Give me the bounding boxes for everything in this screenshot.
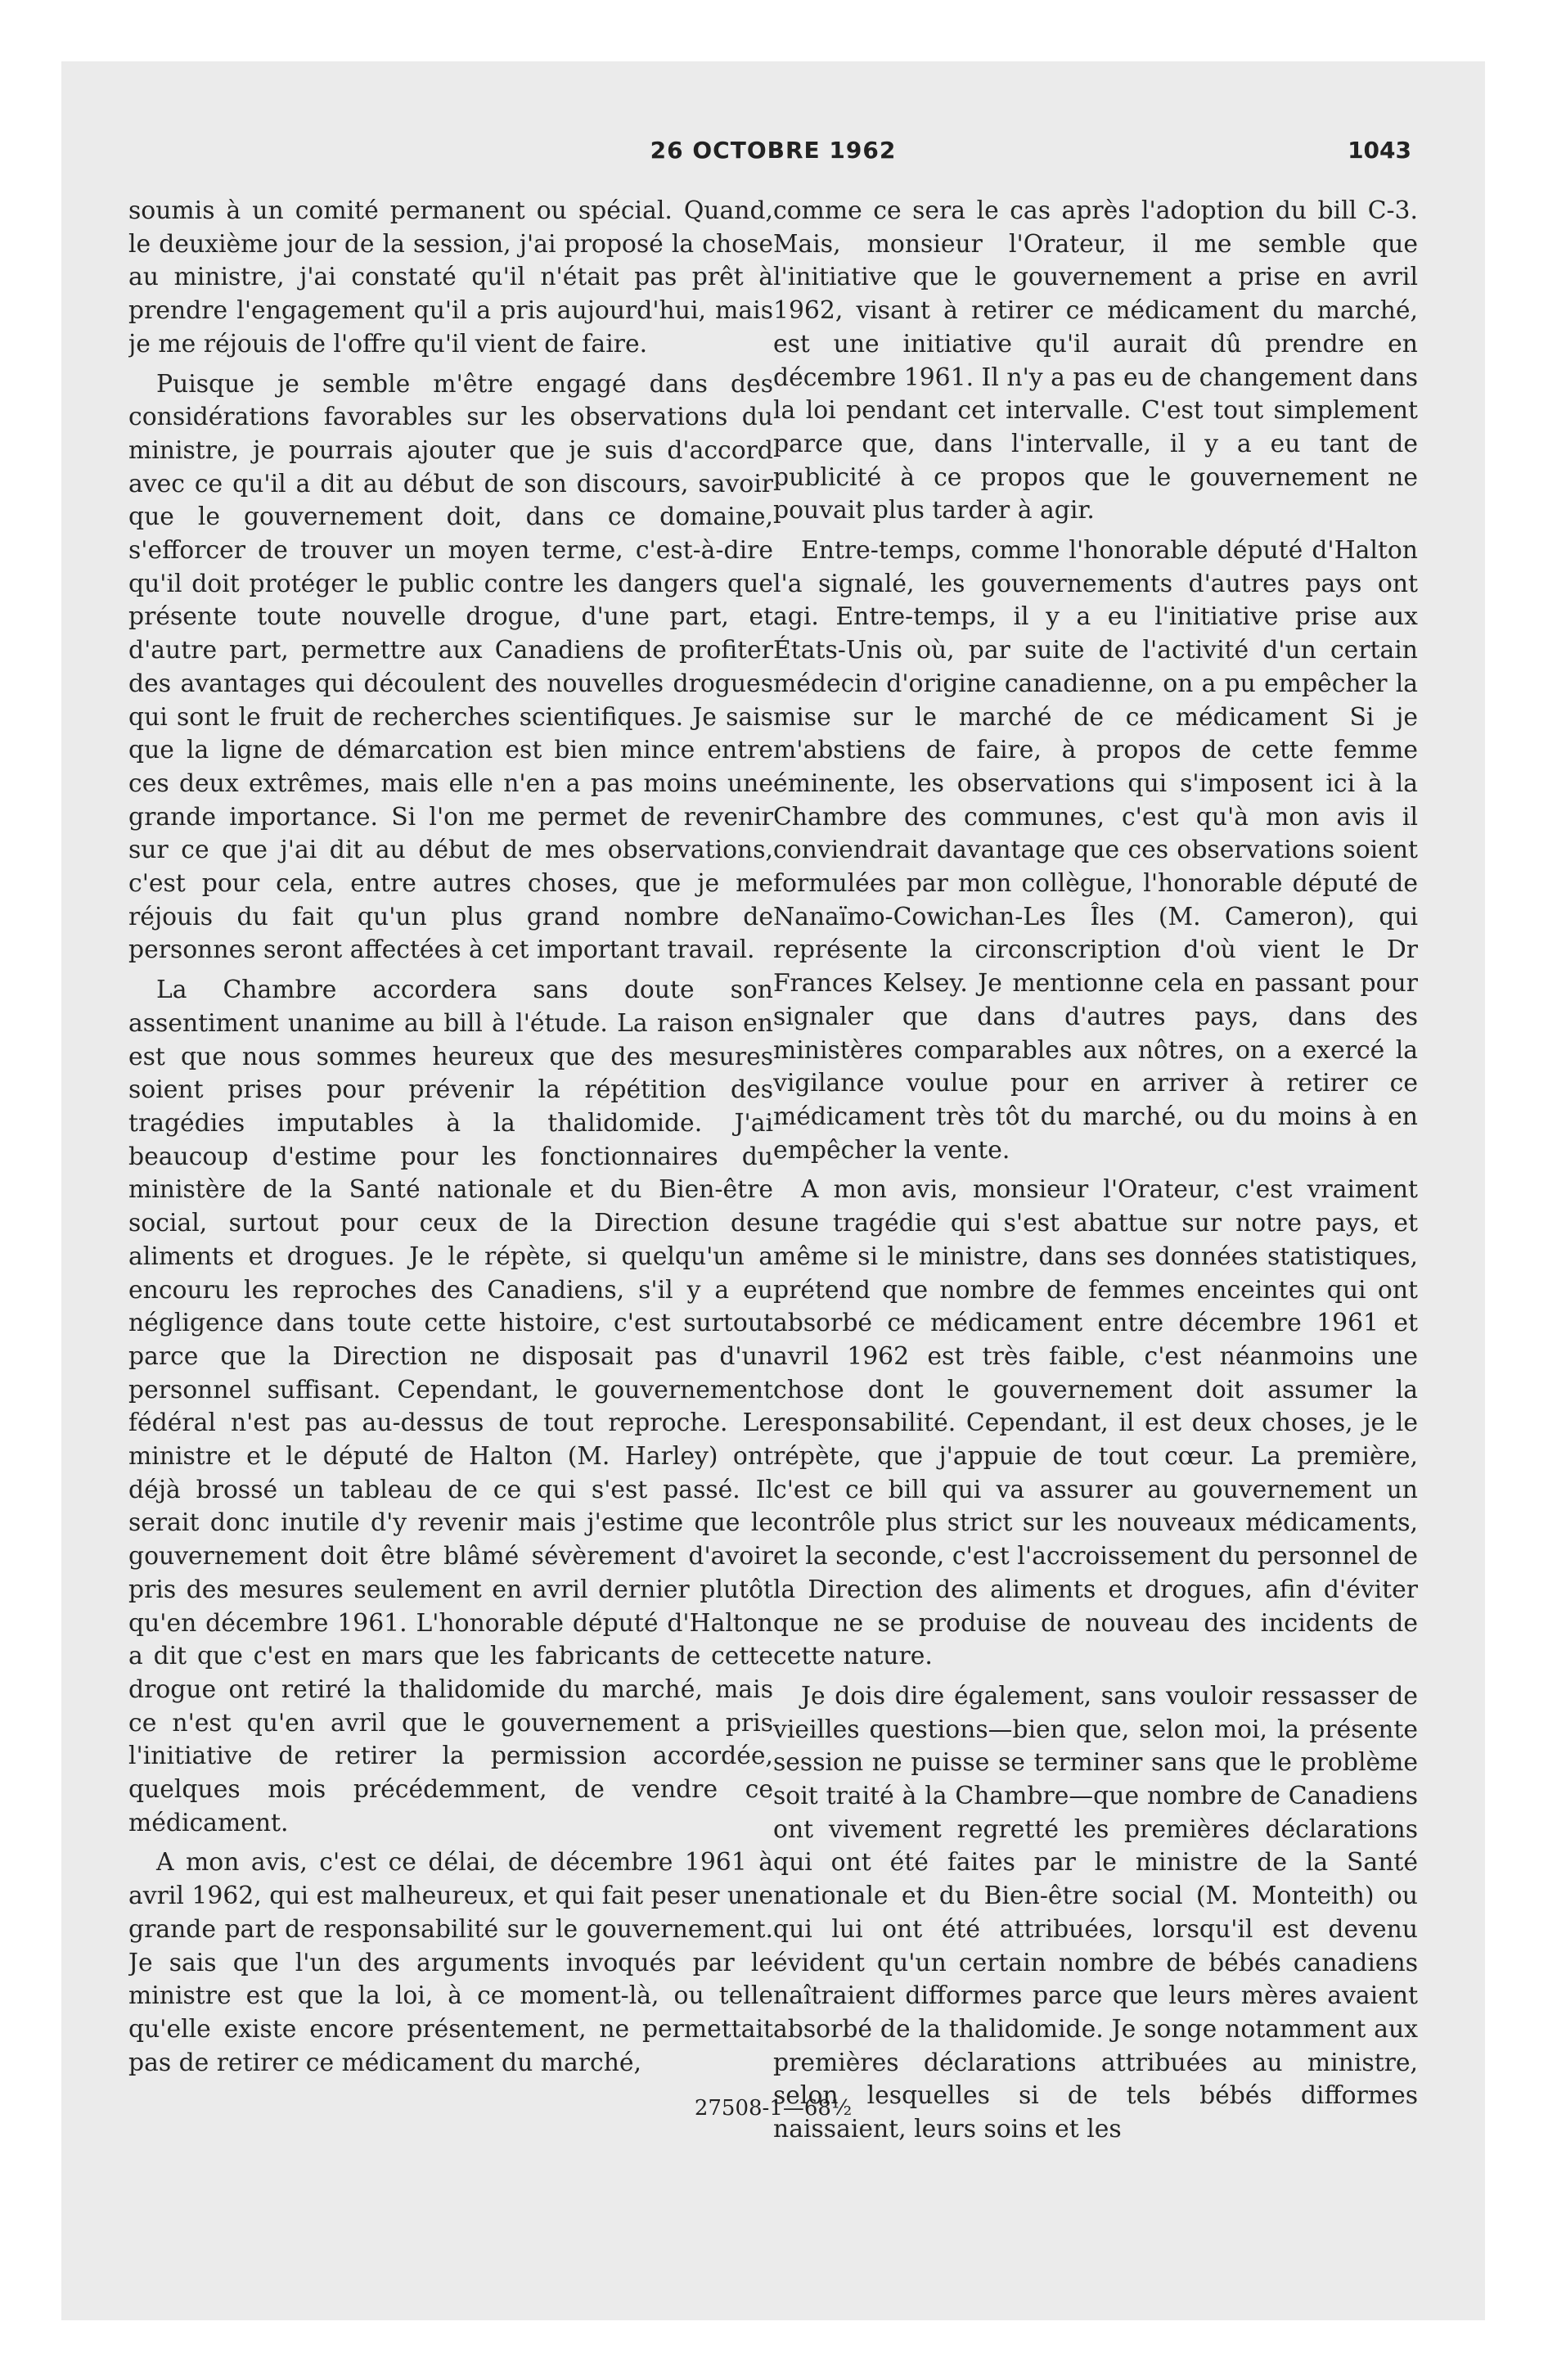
- paragraph: Entre-temps, comme l'honorable député d'Halton l'a signalé, les gouvernements d'autres pays ont agi. Entre-temps, il y a eu l'initiative prise aux États-Unis où, par suite de l'activité d'un certain médecin d'origine canadienne, on a pu empêcher la mise sur le marché de ce médicament Si je m'abstiens de faire, à propos de cette femme éminente, les observations qui s'imposent ici à la Chambre des communes, c'est qu'à mon avis il conviendrait davantage que ces observations soient formulées par mon collègue, l'honorable député de Nanaïmo-Cowichan-Les Îles (M. Cameron), qui représente la circonscription d'où vient le Dr Frances Kelsey. Je mentionne cela en passant pour signaler que dans d'autres pays, dans des ministères comparables aux nôtres, on a exercé la vigilance voulue pour en arriver à retirer ce médicament très tôt du marché, ou du moins à en empêcher la vente.: [773, 536, 1418, 1165]
- page-number: 1043: [1348, 137, 1411, 164]
- paragraph: comme ce sera le cas après l'adoption du bill C-3. Mais, monsieur l'Orateur, il me semble que l'initiative que le gouvernement a prise en avril 1962, visant à retirer ce médicament du marché, est une initiative qu'il aurait dû prendre en décembre 1961. Il n'y a pas eu de changement dans la loi pendant cet intervalle. C'est tout simplement parce que, dans l'intervalle, il y a eu tant de publicité à ce propos que le gouvernement ne pouvait plus tarder à agir.: [773, 196, 1418, 525]
- paragraph: La Chambre accordera sans doute son assentiment unanime au bill à l'étude. La raison en est que nous sommes heureux que des mesures soient prises pour prévenir la répétition des tragédies imputables à la thalidomide. J'ai beaucoup d'estime pour les fonctionnaires du ministère de la Santé nationale et du Bien-être social, surtout pour ceux de la Direction des aliments et drogues. Je le répète, si quelqu'un a encouru les reproches des Canadiens, s'il y a eu négligence dans toute cette histoire, c'est surtout parce que la Direction ne disposait pas d'un personnel suffisant. Cependant, le gouvernement fédéral n'est pas au-dessus de tout reproche. Le ministre et le député de Halton (M. Harley) ont déjà brossé un tableau de ce qui s'est passé. Il serait donc inutile d'y revenir mais j'estime que le gouvernement doit être blâmé sévèrement d'avoir pris des mesures seulement en avril dernier plutôt qu'en décembre 1961. L'honorable député d'Halton a dit que c'est en mars que les fabricants de cette drogue ont retiré la thalidomide du marché, mais ce n'est qu'en avril que le gouvernement a pris l'initiative de retirer la permission accordée, quelques mois précédemment, de vendre ce médicament.: [128, 976, 773, 1837]
- paragraph: Puisque je semble m'être engagé dans des considérations favorables sur les observations du ministre, je pourrais ajouter que je suis d'accord avec ce qu'il a dit au début de son discours, savoir que le gouvernement doit, dans ce domaine, s'efforcer de trouver un moyen terme, c'est-à-dire qu'il doit protéger le public contre les dangers que présente toute nouvelle drogue, d'une part, et d'autre part, permettre aux Canadiens de profiter des avantages qui découlent des nouvelles drogues qui sont le fruit de recherches scientifiques. Je sais que la ligne de démarcation est bien mince entre ces deux extrêmes, mais elle n'en a pas moins une grande importance. Si l'on me permet de revenir sur ce que j'ai dit au début de mes observations, c'est pour cela, entre autres choses, que je me réjouis du fait qu'un plus grand nombre de personnes seront affectées à cet important travail.: [128, 369, 773, 965]
- paragraph: A mon avis, c'est ce délai, de décembre 1961 à avril 1962, qui est malheureux, et qui fait peser une grande part de responsabilité sur le gouvernement. Je sais que l'un des arguments invoqués par le ministre est que la loi, à ce moment-là, ou telle qu'elle existe encore présentement, ne permettait pas de retirer ce médicament du marché,: [128, 1848, 773, 2077]
- paragraph: soumis à un comité permanent ou spécial. Quand, le deuxième jour de la session, j'ai proposé la chose au ministre, j'ai constaté qu'il n'était pas prêt à prendre l'engagement qu'il a pris aujourd'hui, mais je me réjouis de l'offre qu'il vient de faire.: [128, 196, 773, 358]
- right-column: [773, 195, 1418, 2184]
- left-column: [128, 195, 773, 2184]
- page: [61, 61, 1485, 2320]
- paragraph: A mon avis, monsieur l'Orateur, c'est vraiment une tragédie qui s'est abattue sur notre pays, et même si le ministre, dans ses données statistiques, prétend que nombre de femmes enceintes qui ont absorbé ce médicament entre décembre 1961 et avril 1962 est très faible, c'est néanmoins une chose dont le gouvernement doit assumer la responsabilité. Cependant, il est deux choses, je le répète, que j'appuie de tout cœur. La première, c'est ce bill qui va assurer au gouvernement un contrôle plus strict sur les nouveaux médicaments, et la seconde, c'est l'accroissement du personnel de la Direction des aliments et drogues, afin d'éviter que ne se produise de nouveau des incidents de cette nature.: [773, 1175, 1418, 1671]
- printer-signature: 27508-1—68½: [694, 2096, 853, 2121]
- page-header: [61, 137, 1485, 178]
- header-date: 26 OCTOBRE 1962: [650, 137, 897, 164]
- paragraph: Je dois dire également, sans vouloir ressasser de vieilles questions—bien que, selon moi, la présente session ne puisse se terminer sans que le problème soit traité à la Chambre—que nombre de Canadiens ont vivement regretté les premières déclarations qui ont été faites par le ministre de la Santé nationale et du Bien-être social (M. Monteith) ou qui lui ont été attribuées, lorsqu'il est devenu évident qu'un certain nombre de bébés canadiens naîtraient difformes parce que leurs mères avaient absorbé de la thalidomide. Je songe notamment aux premières déclarations attribuées au ministre, selon lesquelles si de tels bébés difformes naissaient, leurs soins et les: [773, 1681, 1418, 2144]
